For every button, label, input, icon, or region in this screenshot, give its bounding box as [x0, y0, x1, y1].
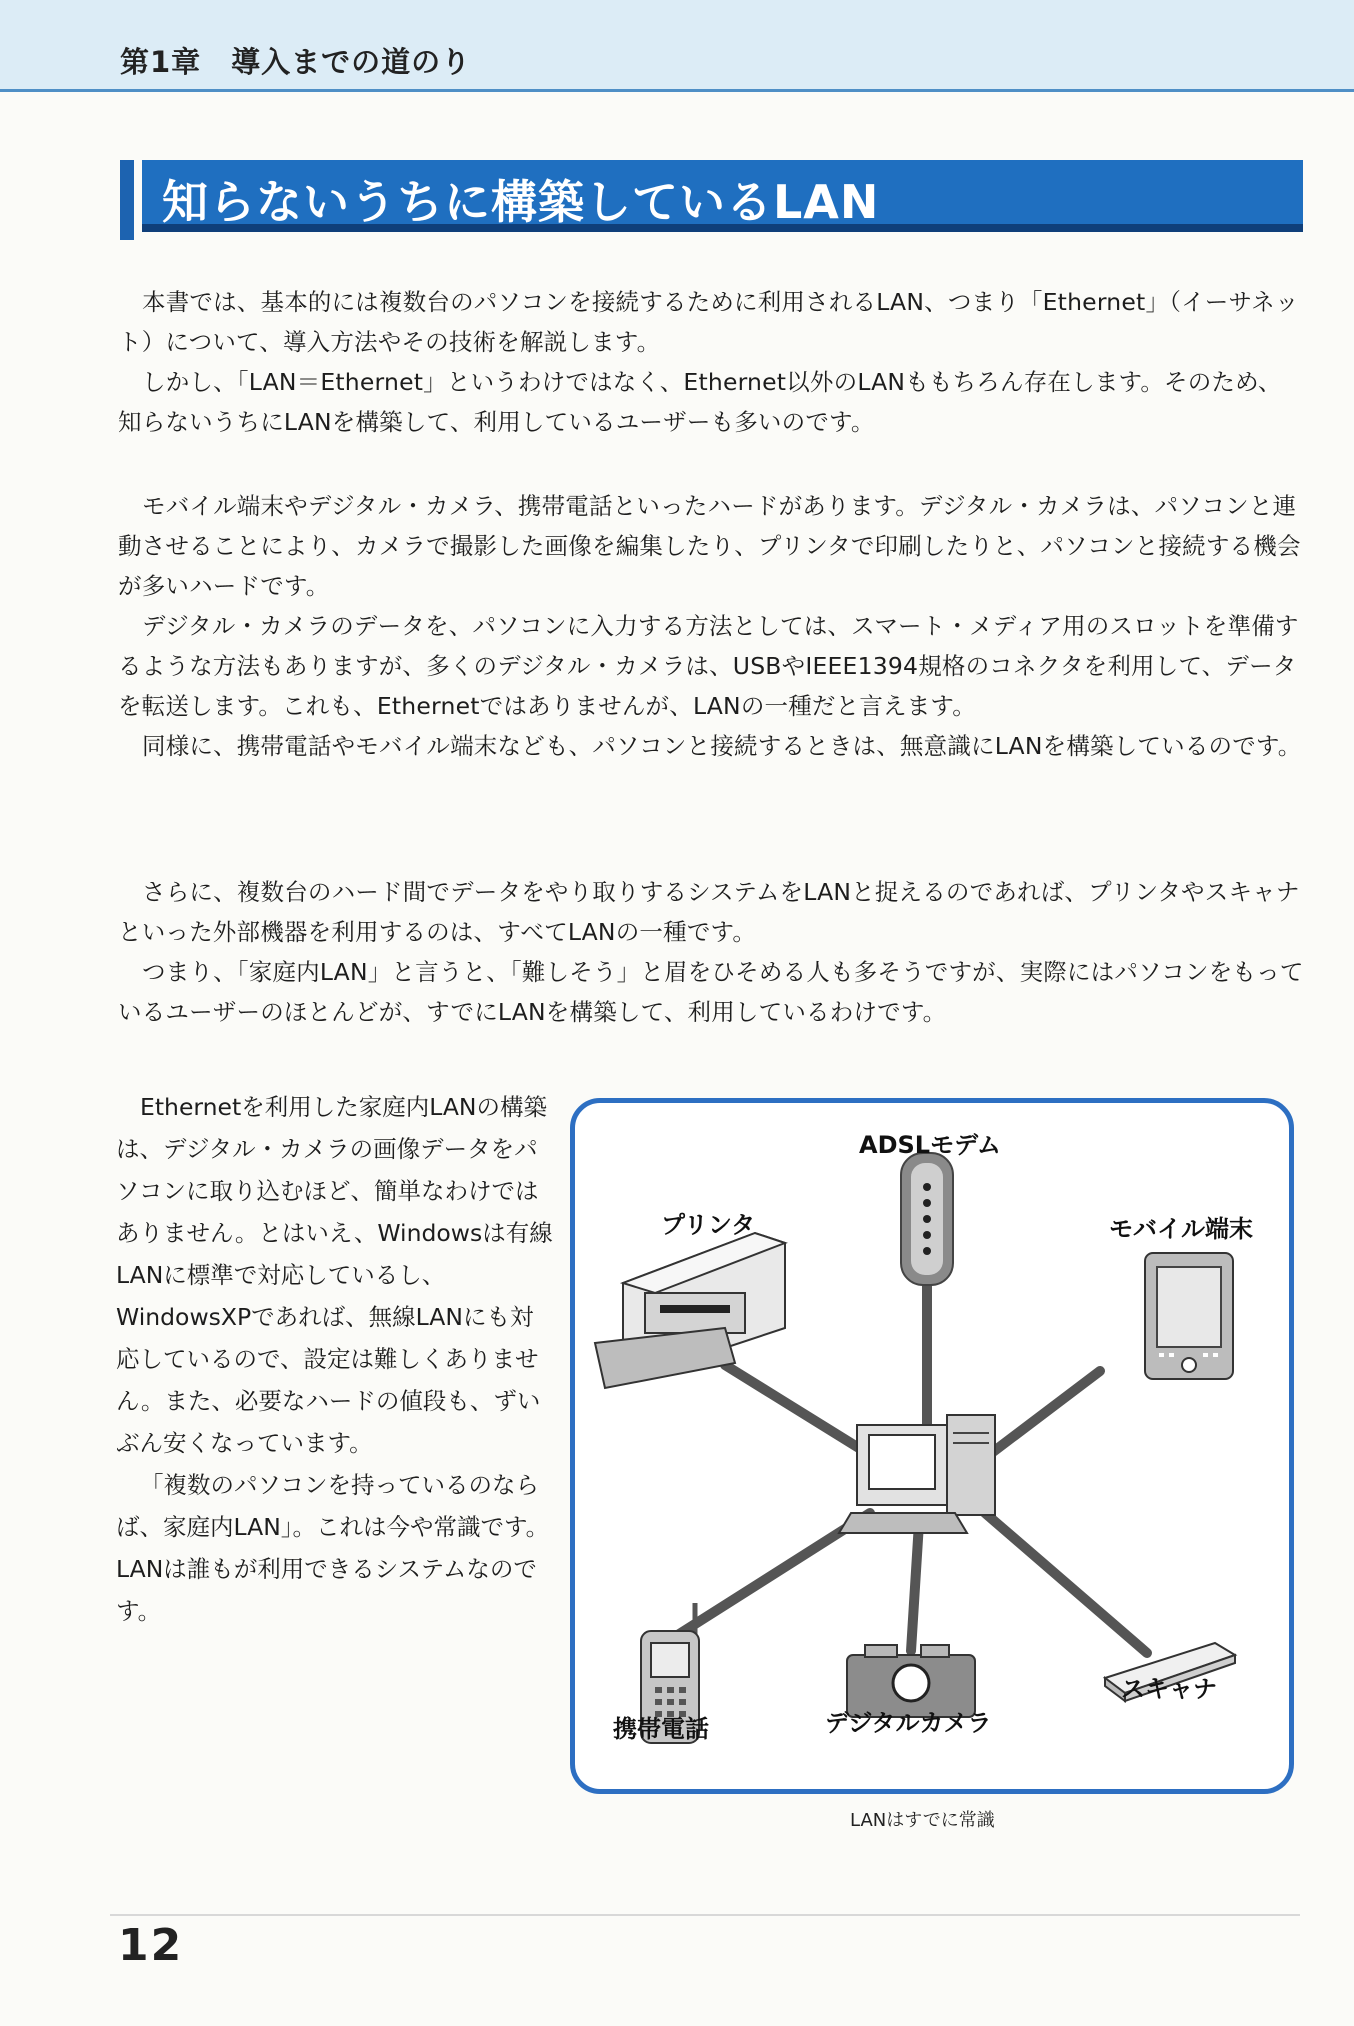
title-accent-bar: [120, 160, 134, 240]
paragraph: 「複数のパソコンを持っているのならば、家庭内LAN」。これは今や常識です。LANは誰もが利用できるシステムなのです。: [116, 1471, 550, 1625]
paragraph: しかし、「LAN＝Ethernet」というわけではなく、Ethernet以外のLANももちろん存在します。そのため、知らないうちにLANを構築して、利用しているユーザーも多いのです。: [118, 368, 1282, 436]
label-digital-camera: デジタルカメラ: [825, 1709, 992, 1737]
label-scanner: スキャナ: [1121, 1675, 1217, 1703]
footer-divider: [110, 1914, 1300, 1916]
label-printer: プリンタ: [661, 1211, 756, 1239]
link-printer: [725, 1365, 875, 1458]
paragraph: 本書では、基本的には複数台のパソコンを接続するために利用されるLAN、つまり「Ethernet」（イーサネット）について、導入方法やその技術を解説します。: [118, 288, 1299, 356]
pc-icon: [839, 1415, 995, 1533]
page-number: 12: [118, 1920, 184, 1971]
link-camera: [911, 1523, 919, 1651]
label-mobile-phone: 携帯電話: [613, 1715, 709, 1743]
link-mobile: [985, 1371, 1100, 1458]
text-block-intro: [118, 282, 1304, 442]
title-background: [142, 160, 1303, 232]
text-block-side: [116, 1086, 556, 1632]
chapter-heading: 第1章 導入までの道のり: [120, 45, 472, 79]
paragraph: デジタル・カメラのデータを、パソコンに入力する方法としては、スマート・メディア用のスロットを準備するような方法もありますが、多くのデジタル・カメラは、USBやIEEE1394規格のコネクタを利用して、データを転送します。これも、Ethernetではありませんが、LANの一種だと言えます。: [118, 612, 1299, 720]
section-title-banner: [120, 160, 1303, 240]
paragraph: さらに、複数台のハード間でデータをやり取りするシステムをLANと捉えるのであれば、プリンタやスキャナといった外部機器を利用するのは、すべてLANの一種です。: [118, 878, 1300, 946]
paragraph: 同様に、携帯電話やモバイル端末なども、パソコンと接続するときは、無意識にLANを構築しているのです。: [142, 732, 1302, 760]
paragraph: つまり、「家庭内LAN」と言うと、「難しそう」と眉をひそめる人も多そうですが、実際にはパソコンをもっているユーザーのほとんどが、すでにLANを構築して、利用しているわけです。: [118, 958, 1304, 1026]
label-mobile-terminal: モバイル端末: [1109, 1215, 1253, 1243]
figure-caption: LANはすでに常識: [850, 1810, 995, 1831]
adsl-modem-icon: [901, 1153, 953, 1285]
text-block-summary: [118, 872, 1304, 1032]
section-title: 知らないうちに構築しているLAN: [162, 175, 880, 229]
mobile-terminal-icon: [1145, 1253, 1233, 1379]
lan-diagram: [570, 1098, 1294, 1794]
link-scanner: [985, 1513, 1147, 1653]
paragraph: Ethernetを利用した家庭内LANの構築は、デジタル・カメラの画像データをパソコンに取り込むほど、簡単なわけではありません。とはいえ、Windowsは有線LANに標準で対応しているし、WindowsXPであれば、無線LANにも対応しているので、設定は難しくありません。また、必要なハードの値段も、ずいぶん安くなっています。: [116, 1093, 553, 1457]
text-block-devices: [118, 486, 1304, 766]
paragraph: モバイル端末やデジタル・カメラ、携帯電話といったハードがあります。デジタル・カメラは、パソコンと連動させることにより、カメラで撮影した画像を編集したり、プリンタで印刷したりと、パソコンと接続する機会が多いハードです。: [118, 492, 1301, 600]
label-adsl-modem: ADSLモデム: [859, 1131, 1001, 1159]
printer-icon: [595, 1233, 785, 1388]
